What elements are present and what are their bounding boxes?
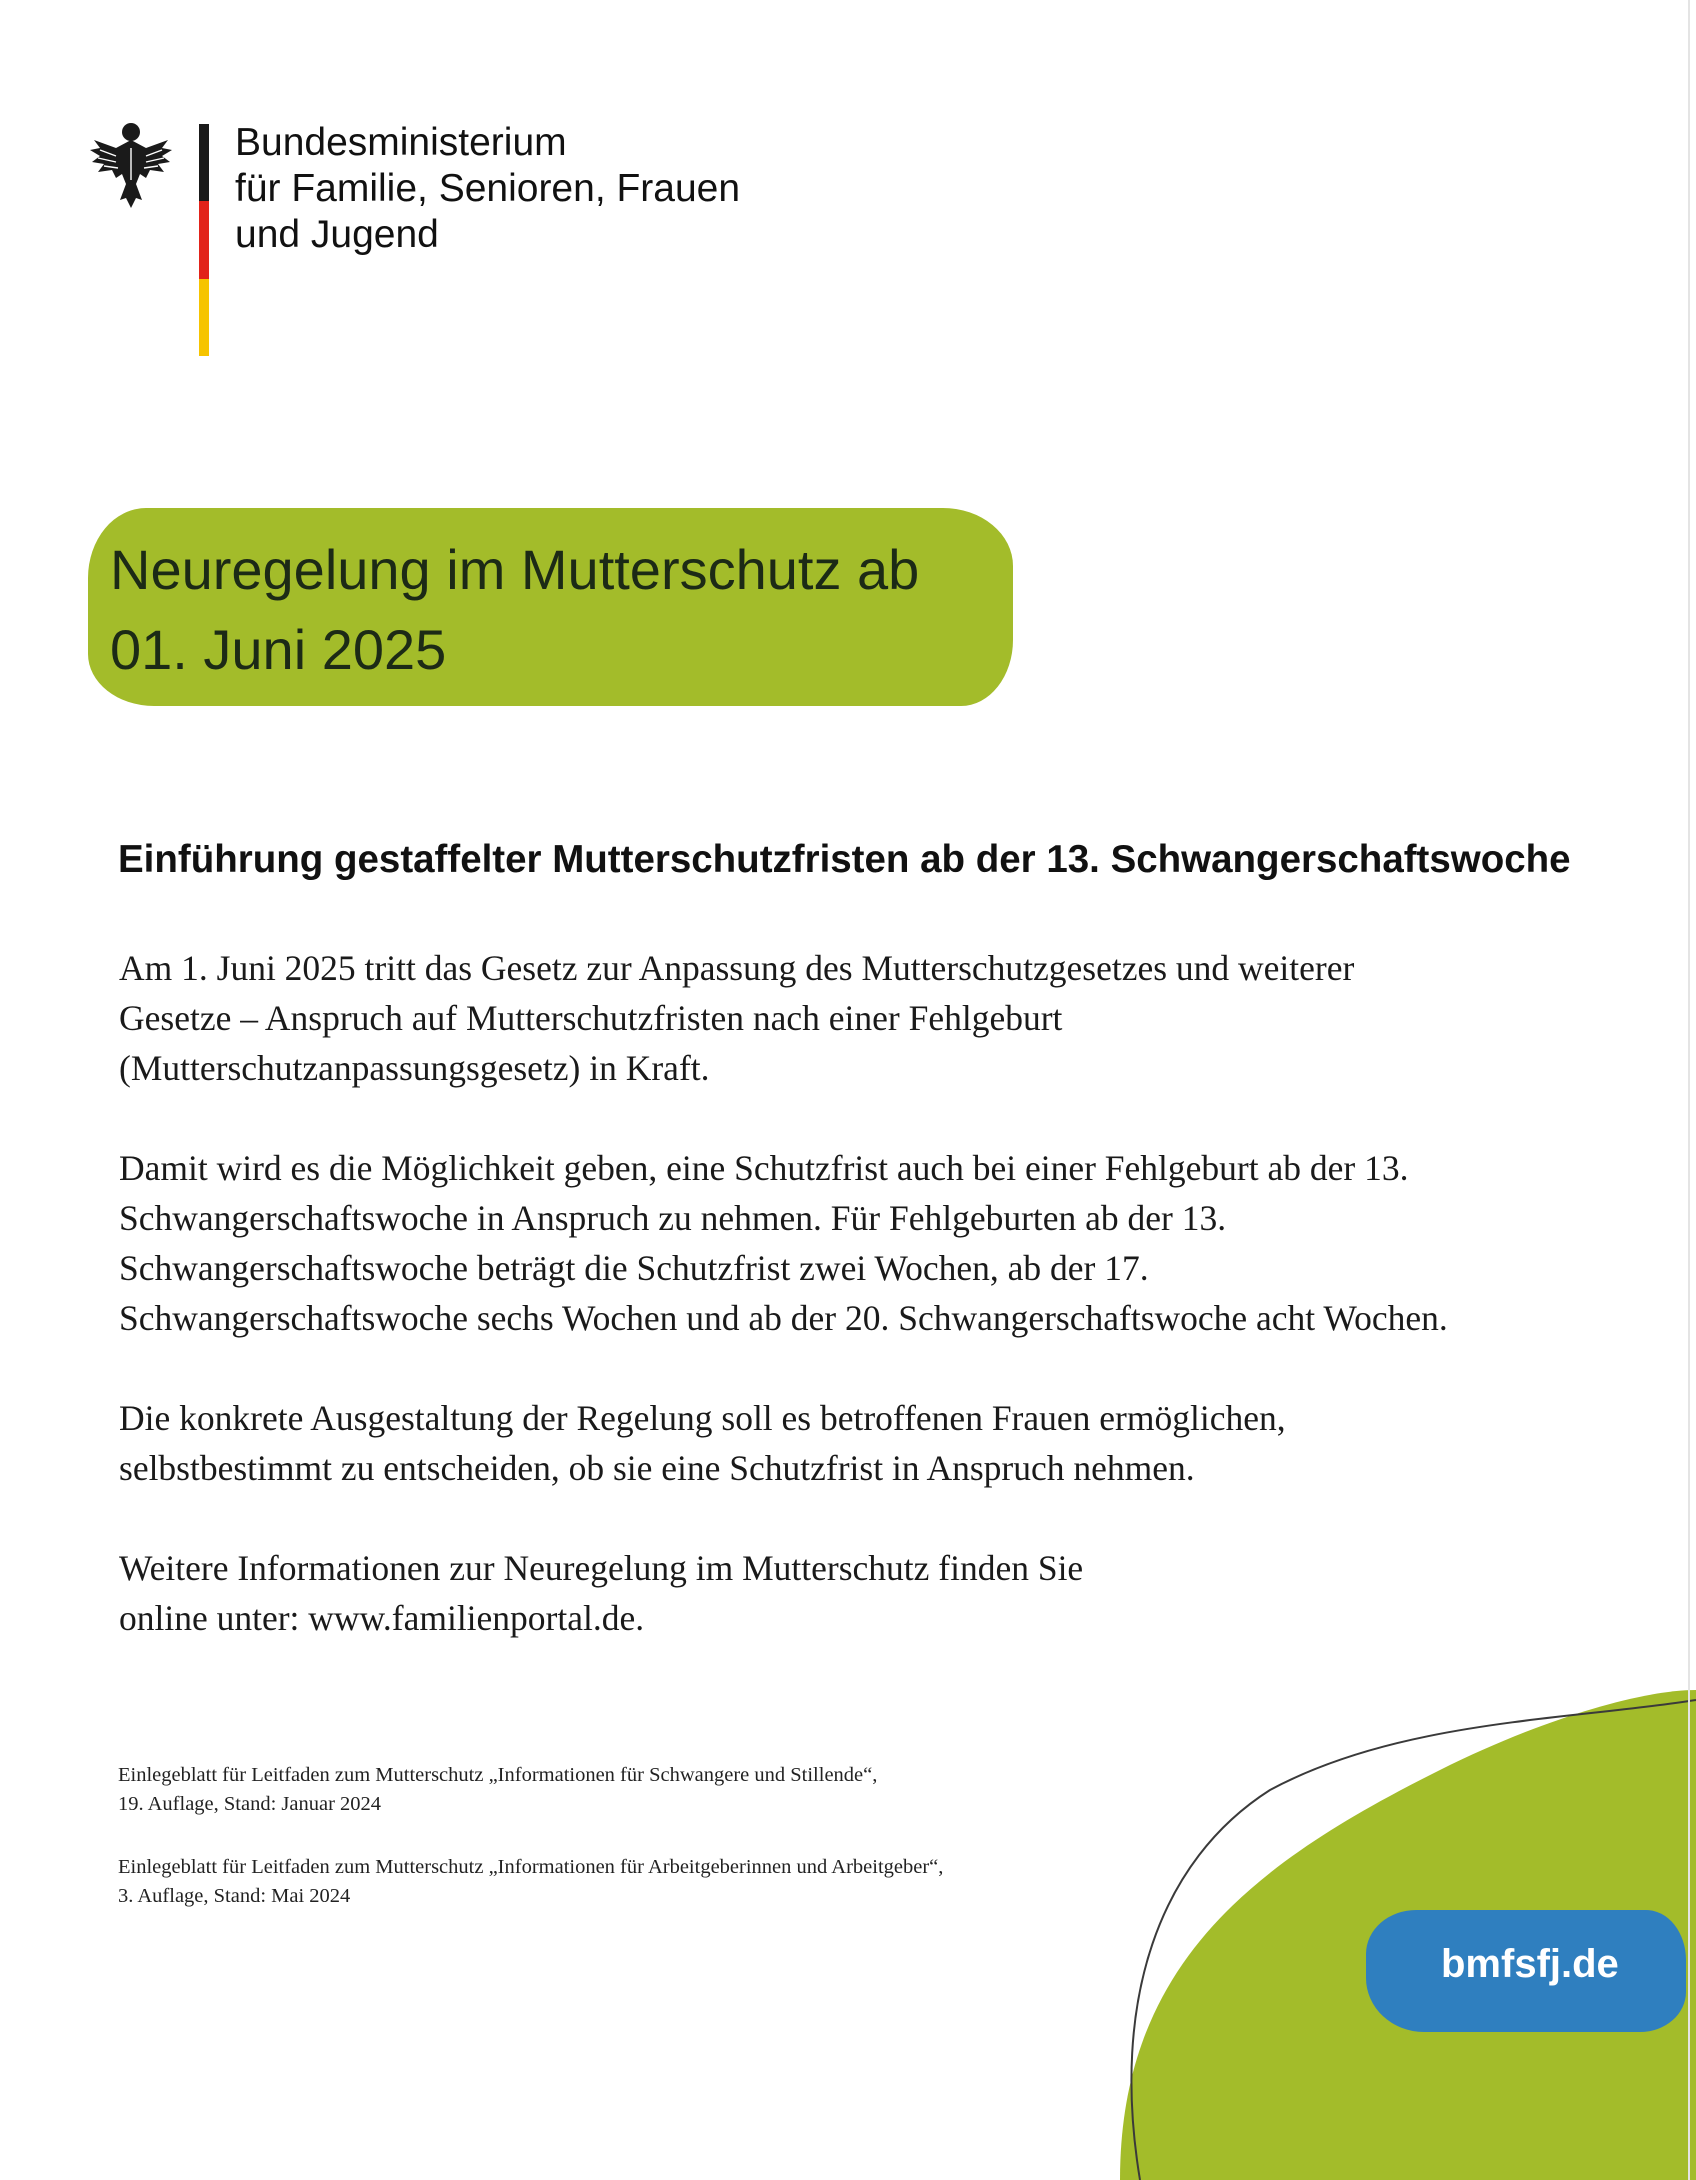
- website-badge-label: bmfsfj.de: [1441, 1942, 1619, 1986]
- footnote-line: 3. Auflage, Stand: Mai 2024: [118, 1885, 351, 1907]
- section-heading: Einführung gestaffelter Mutterschutzfristen ab der 13. Schwangerschaftswoche: [118, 838, 1571, 881]
- scan-edge-line: [1688, 0, 1690, 2180]
- flag-stripe-red: [199, 201, 209, 278]
- footnote: [118, 1761, 877, 1819]
- ministry-line: Bundesministerium: [235, 121, 567, 164]
- flag-bar: [199, 124, 209, 356]
- footnote-line: 19. Auflage, Stand: Januar 2024: [118, 1793, 382, 1815]
- footnote-line: Einlegeblatt für Leitfaden zum Mutterschutz „Informationen für Schwangere und Stillende“,: [118, 1764, 878, 1786]
- federal-eagle-icon: [86, 118, 176, 212]
- ministry-line: für Familie, Senioren, Frauen: [235, 167, 741, 210]
- text-line: Damit wird es die Möglichkeit geben, eine Schutzfrist auch bei einer Fehlgeburt ab der 13.: [119, 1148, 1409, 1188]
- text-line: Am 1. Juni 2025 tritt das Gesetz zur Anpassung des Mutterschutzgesetzes und weiterer: [119, 948, 1355, 988]
- text-line: Schwangerschaftswoche beträgt die Schutzfrist zwei Wochen, ab der 17.: [119, 1248, 1149, 1288]
- title-line: Neuregelung im Mutterschutz ab: [110, 538, 920, 601]
- ministry-name: [235, 120, 740, 258]
- paragraph: [119, 1543, 1083, 1643]
- paragraph: [119, 943, 1354, 1093]
- text-line: Schwangerschaftswoche sechs Wochen und ab der 20. Schwangerschaftswoche acht Wochen.: [119, 1298, 1448, 1338]
- page-title: [110, 530, 919, 690]
- text-line: selbstbestimmt zu entscheiden, ob sie eine Schutzfrist in Anspruch nehmen.: [119, 1448, 1195, 1488]
- text-line: (Mutterschutzanpassungsgesetz) in Kraft.: [119, 1048, 710, 1088]
- paragraph: [119, 1393, 1286, 1493]
- text-line: Die konkrete Ausgestaltung der Regelung soll es betroffenen Frauen ermöglichen,: [119, 1398, 1286, 1438]
- footnote: [118, 1853, 943, 1911]
- flag-stripe-black: [199, 124, 209, 201]
- text-line: Schwangerschaftswoche in Anspruch zu nehmen. Für Fehlgeburten ab der 13.: [119, 1198, 1227, 1238]
- paragraph: [119, 1143, 1448, 1343]
- text-line: Weitere Informationen zur Neuregelung im Mutterschutz finden Sie: [119, 1548, 1084, 1588]
- text-line: online unter: www.familienportal.de.: [119, 1598, 645, 1638]
- text-line: Gesetze – Anspruch auf Mutterschutzfristen nach einer Fehlgeburt: [119, 998, 1063, 1038]
- footnote-line: Einlegeblatt für Leitfaden zum Mutterschutz „Informationen für Arbeitgeberinnen und Arbeitgeber“,: [118, 1856, 944, 1878]
- title-line: 01. Juni 2025: [110, 618, 447, 681]
- flag-stripe-gold: [199, 279, 209, 356]
- ministry-line: und Jugend: [235, 213, 439, 256]
